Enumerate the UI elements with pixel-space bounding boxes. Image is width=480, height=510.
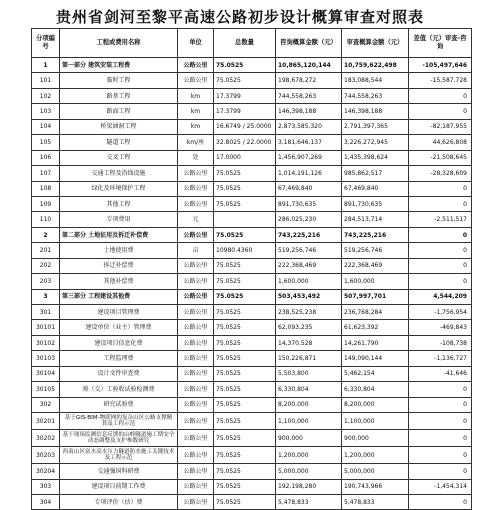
row-difference: 0 [409,88,472,103]
row-quantity: 75.0525 [214,181,276,196]
row-unit: 公路公里 [178,413,214,430]
row-name: 路面工程 [60,104,178,119]
row-quantity: 32.8025 / 22.0000 [214,135,276,150]
row-difference: 44,626,808 [409,135,472,150]
row-review-amount: 236,768,284 [342,305,409,320]
row-review-amount: 149,090,144 [342,351,409,366]
row-difference: -105,497,646 [409,58,472,73]
row-review-amount: 2,791,397,365 [342,119,409,134]
row-code: 109 [32,196,60,211]
row-consult-amount: 503,453,492 [276,289,342,304]
row-consult-amount: 1,600,000 [276,274,342,289]
row-quantity: 75.0525 [214,73,276,88]
row-unit: 公路公里 [178,479,214,494]
row-name: 专项评价（估）费 [60,494,178,509]
row-name: 隧道工程 [60,135,178,150]
col-header-difference: 差值（元）审查-咨询 [409,29,472,58]
row-consult-amount: 744,558,263 [276,88,342,103]
row-code: 301 [32,305,60,320]
row-review-amount: 146,398,188 [342,104,409,119]
row-unit: 公路公里 [178,382,214,397]
row-unit: 公路公里 [178,397,214,412]
table-row [32,258,472,273]
document-title: 贵州省剑河至黎平高速公路初步设计概算审查对照表 [55,8,424,26]
row-consult-amount: 5,478,833 [276,494,342,509]
col-header-quantity: 总数量 [214,29,276,58]
row-name: 其他工程 [60,196,178,211]
table-body [32,58,472,510]
row-unit: km [178,88,214,103]
col-header-name: 工程或费用名称 [60,29,178,58]
row-consult-amount: 3,181,646,137 [276,135,342,150]
row-review-amount: 900,000 [342,430,409,447]
row-difference: 0 [409,243,472,258]
row-quantity [214,212,276,227]
row-review-amount: 1,600,000 [342,274,409,289]
row-review-amount: 61,623,392 [342,320,409,335]
row-review-amount: 190,743,966 [342,479,409,494]
table-header-row [32,29,472,58]
row-code: 203 [32,274,60,289]
row-code: 30105 [32,382,60,397]
row-review-amount: 1,100,000 [342,413,409,430]
row-name: 竣（交）工验收试验检测费 [60,382,178,397]
row-name: 研究试验费 [60,397,178,412]
row-quantity: 75.0525 [214,397,276,412]
row-name: 第一部分 建筑安装工程费 [60,58,178,73]
row-code: 108 [32,181,60,196]
row-name: 交通工程及沿线设施 [60,166,178,181]
row-code: 106 [32,150,60,165]
row-quantity: 75.0525 [214,430,276,447]
row-consult-amount: 1,100,000 [276,413,342,430]
row-review-amount: 8,200,000 [342,397,409,412]
row-code: 3 [32,289,60,304]
row-name: 基于现场监测信息反馈的山岭隧道施工期安全动态调整及支护参数研究 [60,430,178,447]
col-header-code: 分项编号 [32,29,60,58]
table-row [32,73,472,88]
row-unit: 公路公里 [178,430,214,447]
row-difference: 0 [409,464,472,479]
table-row [32,104,472,119]
row-difference: 0 [409,104,472,119]
row-consult-amount: 5,503,800 [276,366,342,381]
row-review-amount: 1,435,398,624 [342,150,409,165]
row-name: 拆迁补偿费 [60,258,178,273]
row-unit: 公路公里 [178,274,214,289]
row-unit: 公路公里 [178,320,214,335]
row-consult-amount: 222,368,469 [276,258,342,273]
table-row [32,335,472,350]
row-quantity: 75.0525 [214,479,276,494]
table-row [32,382,472,397]
row-code: 103 [32,104,60,119]
row-code: 30101 [32,320,60,335]
table-row [32,88,472,103]
row-code: 30201 [32,413,60,430]
row-consult-amount: 891,730,635 [276,196,342,211]
table-row [32,479,472,494]
row-code: 102 [32,88,60,103]
row-unit: 公路公里 [178,305,214,320]
row-unit: 公路公里 [178,335,214,350]
row-quantity: 75.0525 [214,494,276,509]
table-row [32,227,472,242]
col-header-unit: 单位 [178,29,214,58]
row-unit: 公路公里 [178,166,214,181]
row-unit: 处 [178,150,214,165]
row-name: 桥梁涵洞工程 [60,119,178,134]
row-difference: -1,136,727 [409,351,472,366]
row-quantity: 75.0525 [214,196,276,211]
row-name: 土地使用费 [60,243,178,258]
row-name: 专项费用 [60,212,178,227]
row-code: 107 [32,166,60,181]
row-consult-amount: 6,330,804 [276,382,342,397]
row-quantity: 17.0000 [214,150,276,165]
row-code: 201 [32,243,60,258]
row-unit: 公路公里 [178,464,214,479]
row-difference: 0 [409,196,472,211]
table-row [32,181,472,196]
row-quantity: 17.3799 [214,88,276,103]
row-name: 建设项目管理费 [60,305,178,320]
table-row [32,243,472,258]
row-unit: 公路公里 [178,258,214,273]
row-code: 30203 [32,447,60,464]
row-quantity: 75.0525 [214,366,276,381]
row-unit: 公路公里 [178,181,214,196]
row-difference: -21,508,645 [409,150,472,165]
row-review-amount: 14,261,790 [342,335,409,350]
table-row [32,430,472,447]
row-difference: 0 [409,274,472,289]
table-row [32,413,472,430]
table-row [32,464,472,479]
table-row [32,196,472,211]
row-quantity: 75.0525 [214,382,276,397]
row-code: 302 [32,397,60,412]
row-difference: 0 [409,258,472,273]
row-quantity: 75.0525 [214,464,276,479]
table-row [32,351,472,366]
row-difference: -108,738 [409,335,472,350]
row-consult-amount: 150,226,871 [276,351,342,366]
row-quantity: 75.0525 [214,166,276,181]
row-unit: km/座 [178,135,214,150]
row-unit: km [178,119,214,134]
row-quantity: 75.0525 [214,447,276,464]
row-review-amount: 507,997,701 [342,289,409,304]
row-consult-amount: 10,865,120,144 [276,58,342,73]
row-unit: 公路公里 [178,447,214,464]
row-quantity: 75.0525 [214,258,276,273]
row-difference: -82,187,955 [409,119,472,134]
row-name: 建设项目信息化费 [60,335,178,350]
row-consult-amount: 198,678,272 [276,73,342,88]
table-row [32,289,472,304]
row-name: 交通强国科研费 [60,464,178,479]
row-difference: -15,587,728 [409,73,472,88]
row-consult-amount: 286,025,230 [276,212,342,227]
col-header-review-amount: 审查概算金额（元） [342,29,409,58]
col-header-consult-amount: 咨询概算金额（元） [276,29,342,58]
table-row [32,150,472,165]
row-difference: 4,544,209 [409,289,472,304]
row-name: 基于GIS-BIM-物联网的复杂山区公路支撑精算及工程示范 [60,413,178,430]
row-code: 202 [32,258,60,273]
row-name: 交叉工程 [60,150,178,165]
row-code: 101 [32,73,60,88]
row-unit: 公路公里 [178,73,214,88]
table-row [32,274,472,289]
row-unit: 公路公里 [178,58,214,73]
row-difference: 0 [409,397,472,412]
row-code: 304 [32,494,60,509]
row-code: 104 [32,119,60,134]
row-consult-amount: 5,000,000 [276,464,342,479]
table-row [32,212,472,227]
row-difference: 0 [409,494,472,509]
row-review-amount: 3,226,272,945 [342,135,409,150]
table-row [32,447,472,464]
row-consult-amount: 62,093,235 [276,320,342,335]
table-row [32,494,472,509]
row-name: 工程监理费 [60,351,178,366]
row-code: 1 [32,58,60,73]
row-code: 30202 [32,430,60,447]
cost-comparison-table [31,28,472,510]
row-code: 30103 [32,351,60,366]
row-unit: 亩 [178,243,214,258]
row-consult-amount: 1,200,000 [276,447,342,464]
row-difference: -1,756,954 [409,305,472,320]
row-difference: 0 [409,181,472,196]
row-unit: 公路公里 [178,227,214,242]
row-quantity: 75.0525 [214,58,276,73]
row-quantity: 75.0525 [214,413,276,430]
row-difference: -2,511,517 [409,212,472,227]
row-consult-amount: 8,200,000 [276,397,342,412]
row-code: 2 [32,227,60,242]
table-row [32,305,472,320]
row-unit: 公路公里 [178,289,214,304]
row-review-amount: 5,000,000 [342,464,409,479]
row-difference: -1,454,314 [409,479,472,494]
row-consult-amount: 1,014,191,126 [276,166,342,181]
row-difference: -41,646 [409,366,472,381]
row-consult-amount: 14,370,528 [276,335,342,350]
row-consult-amount: 146,398,188 [276,104,342,119]
row-review-amount: 67,469,840 [342,181,409,196]
row-difference: 0 [409,227,472,242]
row-review-amount: 10,759,622,498 [342,58,409,73]
row-code: 30204 [32,464,60,479]
row-code: 110 [32,212,60,227]
row-consult-amount: 238,525,238 [276,305,342,320]
table-row [32,397,472,412]
row-review-amount: 6,330,804 [342,382,409,397]
row-review-amount: 5,478,833 [342,494,409,509]
row-unit: 元 [178,212,214,227]
row-review-amount: 1,200,000 [342,447,409,464]
row-unit: 公路公里 [178,366,214,381]
row-consult-amount: 519,256,746 [276,243,342,258]
row-quantity: 17.3799 [214,104,276,119]
row-unit: 公路公里 [178,494,214,509]
row-difference: 0 [409,447,472,464]
row-difference: 0 [409,382,472,397]
row-quantity: 75.0525 [214,335,276,350]
row-review-amount: 744,558,263 [342,88,409,103]
row-quantity: 16.6749 / 25.0000 [214,119,276,134]
table-row [32,320,472,335]
row-review-amount: 222,368,469 [342,258,409,273]
row-quantity: 10980.4360 [214,243,276,258]
row-name: 建设单位（业主）管理费 [60,320,178,335]
row-name: 第三部分 工程建设其他费 [60,289,178,304]
table-row [32,166,472,181]
row-consult-amount: 1,456,907,269 [276,150,342,165]
row-name: 建设项目前期工作费 [60,479,178,494]
row-code: 105 [32,135,60,150]
row-name: 临时工程 [60,73,178,88]
row-quantity: 75.0525 [214,351,276,366]
row-quantity: 75.0525 [214,305,276,320]
row-code: 30102 [32,335,60,350]
row-difference: 0 [409,430,472,447]
row-quantity: 75.0525 [214,227,276,242]
row-consult-amount: 900,000 [276,430,342,447]
row-review-amount: 743,225,216 [342,227,409,242]
row-consult-amount: 2,873,585,320 [276,119,342,134]
row-difference: 0 [409,413,472,430]
row-review-amount: 519,256,746 [342,243,409,258]
row-name: 绿化及环境保护工程 [60,181,178,196]
row-name: 其他补偿费 [60,274,178,289]
table-row [32,119,472,134]
table-row [32,135,472,150]
row-review-amount: 985,862,517 [342,166,409,181]
row-difference: -28,328,609 [409,166,472,181]
row-quantity: 75.0525 [214,274,276,289]
row-consult-amount: 743,225,216 [276,227,342,242]
row-review-amount: 5,462,154 [342,366,409,381]
row-consult-amount: 192,198,280 [276,479,342,494]
row-code: 30104 [32,366,60,381]
row-unit: 公路公里 [178,351,214,366]
row-unit: km [178,104,214,119]
row-quantity: 75.0525 [214,320,276,335]
table-row [32,366,472,381]
row-difference: -469,843 [409,320,472,335]
row-quantity: 75.0525 [214,289,276,304]
row-consult-amount: 67,469,840 [276,181,342,196]
row-review-amount: 891,730,635 [342,196,409,211]
row-review-amount: 284,513,714 [342,212,409,227]
row-name: 西南山区富水高水压力隧道防水施工关键技术及工程示范 [60,447,178,464]
row-unit: 公路公里 [178,196,214,211]
row-name: 设计文件审查费 [60,366,178,381]
row-review-amount: 183,088,544 [342,73,409,88]
table-row [32,58,472,73]
row-code: 303 [32,479,60,494]
row-name: 第二部分 土地征用及拆迁补偿费 [60,227,178,242]
row-name: 路基工程 [60,88,178,103]
